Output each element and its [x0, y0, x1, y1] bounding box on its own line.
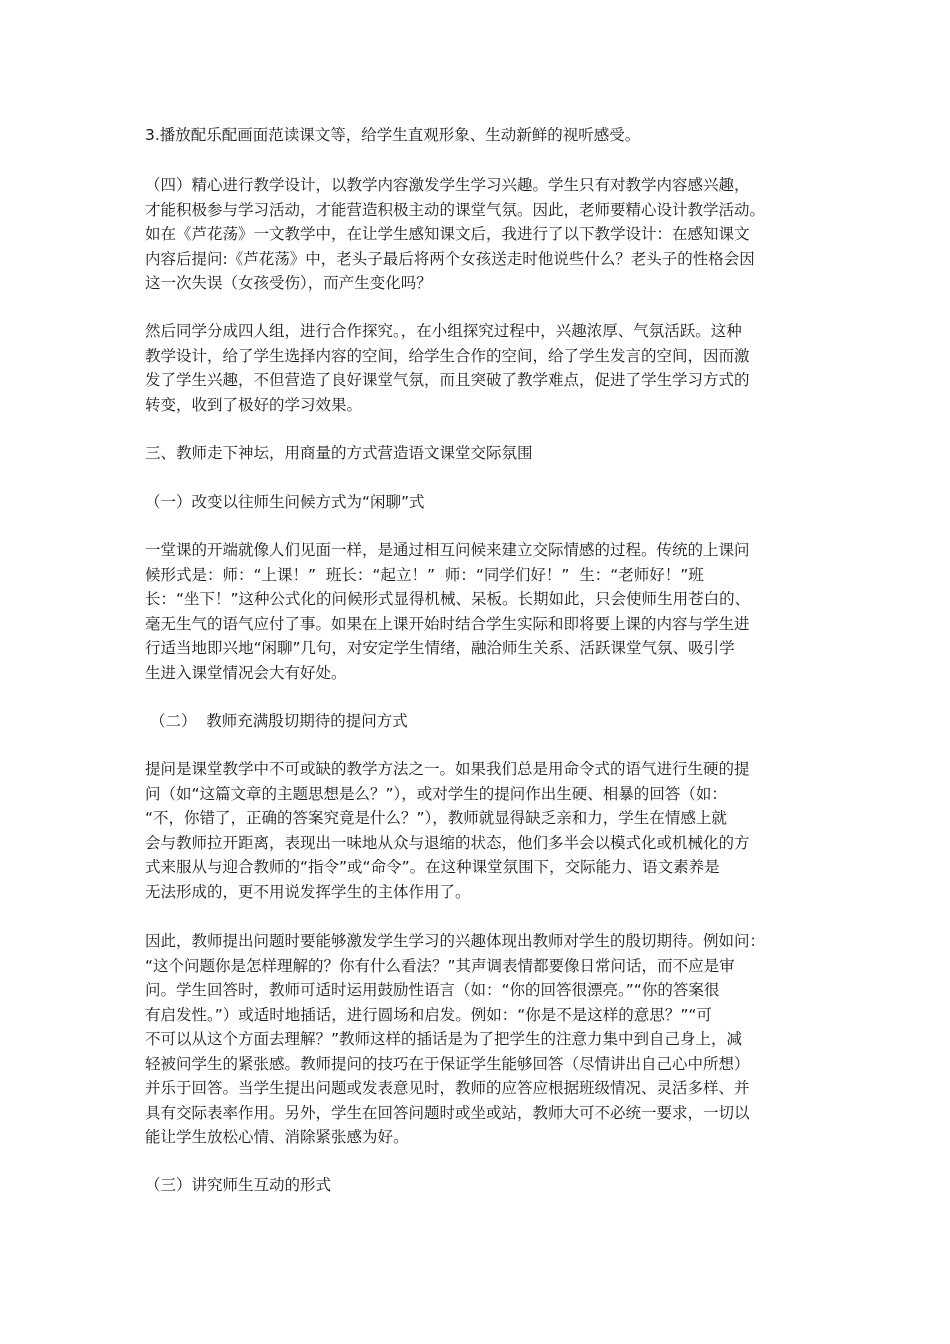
greeting-paragraph: 一堂课的开端就像人们见面一样，是通过相互问候来建立交际情感的过程。传统的上课问 候形式是：师：“上课！” 班长：“起立！” 师：“同学们好！” 生：“老师好！”班 长：“坐下！”这种公式化的问候形式显得机械、呆板。长期如此，只会使师生用苍白的、 毫无生气的语气应付了事。如果在上课开始时结合学生实际和即将要上课的内容与学生进 行适当地即兴地“闲聊”几句，对安定学生情绪，融洽师生关系、活跃课堂气氛、吸引学 生进入课堂情况会大有好处。	[145, 541, 751, 682]
therefore-paragraph: 因此，教师提出问题时要能够激发学生学习的兴趣体现出教师对学生的殷切期待。例如问： “这个问题你是怎样理解的？你有什么看法？”其声调表情都要像日常问话，而不应是审 问。学生回答时，教师可适时运用鼓励性语言（如：“你的回答很漂亮。”“你的答案很 有启发性。”）或适时地插话，进行圆场和启发。例如：“你是不是这样的意思？”“可 不可以从这个方面去理解？”教师这样的插话是为了把学生的注意力集中到自己身上，减 轻被问学生的紧张感。教师提问的技巧在于保证学生能够回答（尽情讲出自己心中所想） 并乐于回答。当学生提出问题或发表意见时，教师的应答应根据班级情况、灵活多样、并 具有交际表率作用。另外，学生在回答问题时或坐或站，教师大可不必统一要求，一切以 能让学生放松心情、消除紧张感为好。	[145, 932, 766, 1146]
group-inquiry-paragraph: 然后同学分成四人组，进行合作探究。，在小组探究过程中，兴趣浓厚、气氛活跃。这种 教学设计，给了学生选择内容的空间，给学生合作的空间，给了学生发言的空间，因而激 发了学生兴趣，不但营造了良好课堂气氛，而且突破了教学难点，促进了学生学习方式的 转变，收到了极好的学习效果。	[145, 322, 750, 414]
heading-3-2: （二） 教师充满殷切期待的提问方式	[145, 712, 408, 730]
questioning-paragraph: 提问是课堂教学中不可或缺的教学方法之一。如果我们总是用命令式的语气进行生硬的提 问（如“这篇文章的主题思想是么？”），或对学生的提问作出生硬、相暴的回答（如： “不，你错了，正确的答案究竟是什么？”），教师就显得缺乏亲和力，学生在情感上就 会与教师拉开距离，表现出一味地从众与退缩的状态，他们多半会以模式化或机械化的方 式来服从与迎合教师的“指令”或“命令”。在这种课堂氛围下，交际能力、语文素养是 无法形成的，更不用说发挥学生的主体作用了。	[145, 760, 750, 901]
item-3-text: 3.播放配乐配画面范读课文等，给学生直观形象、生动新鲜的视听感受。	[145, 126, 641, 144]
section-4-paragraph: （四）精心进行教学设计，以教学内容激发学生学习兴趣。学生只有对教学内容感兴趣， 才能积极参与学习活动，才能营造积极主动的课堂气氛。因此，老师要精心设计教学活动。 如在《芦花荡》一文教学中，在让学生感知课文后，我进行了以下教学设计：在感知课文 内容后提问:《芦花荡》中，老头子最后将两个女孩送走时他说些什么？老头子的性格会因 这一次失误（女孩受伤），而产生变化吗？	[145, 176, 766, 292]
heading-3-1: （一）改变以往师生问候方式为“闲聊”式	[145, 493, 425, 511]
heading-3-3: （三）讲究师生互动的形式	[145, 1176, 332, 1194]
heading-section-3: 三、教师走下神坛，用商量的方式营造语文课堂交际氛围	[145, 444, 533, 462]
